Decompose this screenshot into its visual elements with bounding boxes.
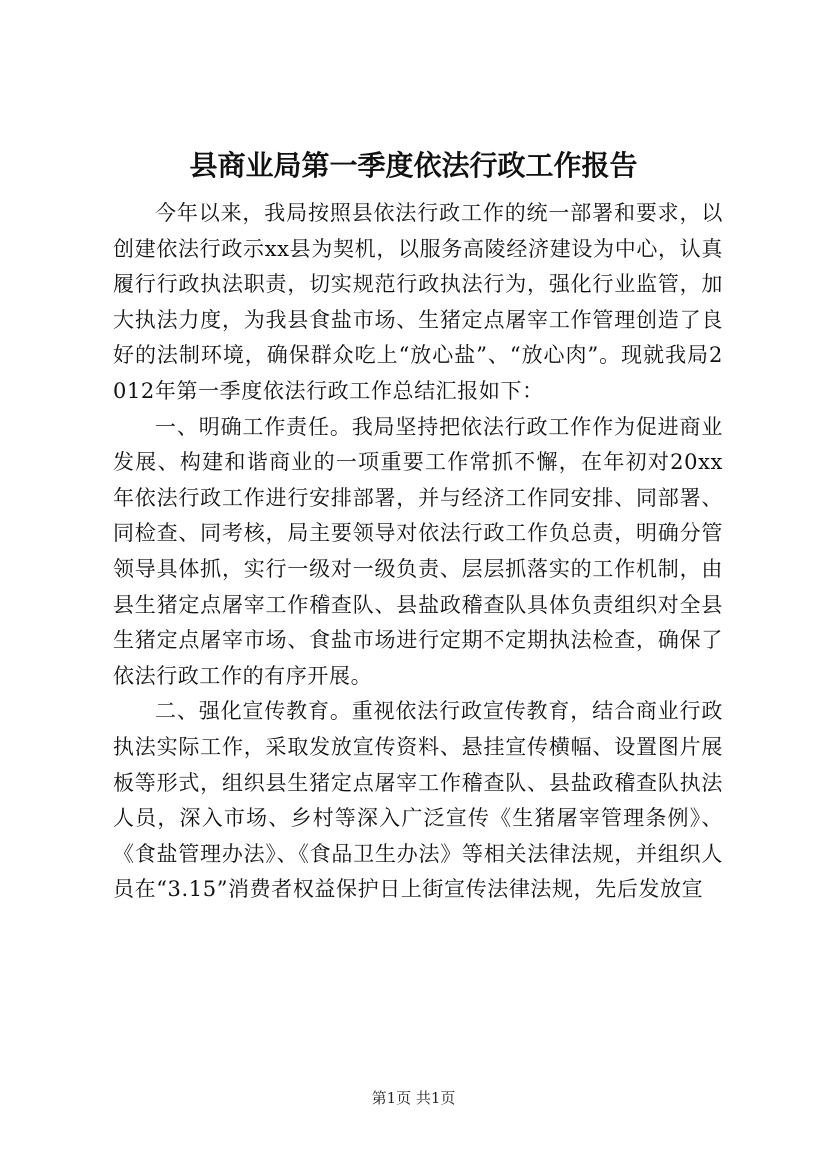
page-footer: 第1页 共1页 (371, 1089, 456, 1107)
paragraph-intro: 今年以来，我局按照县依法行政工作的统一部署和要求，以创建依法行政示xx县为契机，以服务高陵经济建设为中心，认真履行行政执法职责，切实规范行政执法行为，强化行业监管，加大执法力度，为我县食盐市场、生猪定点屠宰工作管理创造了良好的法制环境，确保群众吃上“放心盐”、“放心肉”。现就我局2012年第一季度依法行政工作总结汇报如下： (113, 201, 723, 403)
document-title: 县商业局第一季度依法行政工作报告 (189, 149, 638, 182)
document-body (113, 196, 723, 908)
paragraph-section-2: 二、强化宣传教育。重视依法行政宣传教育，结合商业行政执法实际工作，采取发放宣传资料、悬挂宣传横幅、设置图片展板等形式，组织县生猪定点屠宰工作稽查队、县盐政稽查队执法人员，深入市场、乡村等深入广泛宣传《生猪屠宰管理条例》、《食盐管理办法》、《食品卫生办法》等相关法律法规，并组织人员在“3.15”消费者权益保护日上街宣传法律法规，先后发放宣 (113, 699, 723, 902)
paragraph-section-1: 一、明确工作责任。我局坚持把依法行政工作作为促进商业发展、构建和谐商业的一项重要工作常抓不懈，在年初对20xx年依法行政工作进行安排部署，并与经济工作同安排、同部署、同检查、同考核，局主要领导对依法行政工作负总责，明确分管领导具体抓，实行一级对一级负责、层层抓落实的工作机制，由县生猪定点屠宰工作稽查队、县盐政稽查队具体负责组织对全县生猪定点屠宰市场、食盐市场进行定期不定期执法检查，确保了依法行政工作的有序开展。 (113, 414, 723, 688)
